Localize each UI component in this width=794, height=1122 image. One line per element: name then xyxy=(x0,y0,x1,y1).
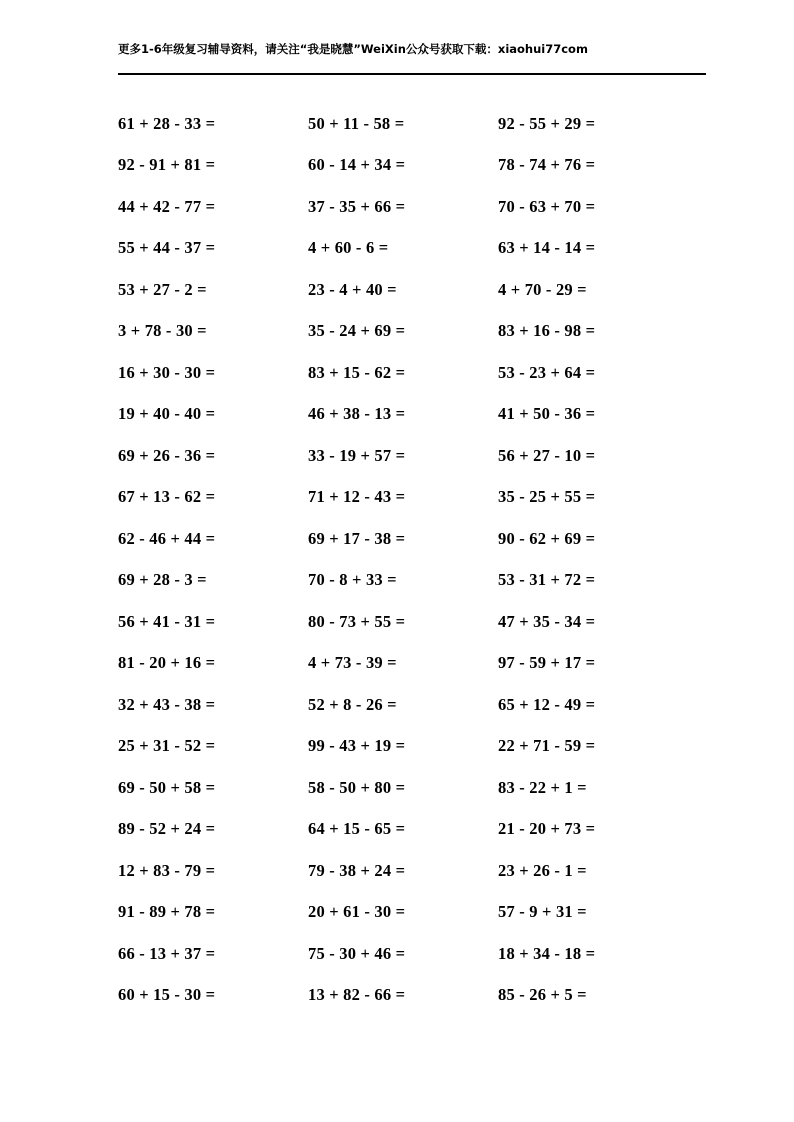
problem-item: 23 + 26 - 1 = xyxy=(498,860,587,880)
problem-item: 52 + 8 - 26 = xyxy=(308,694,397,714)
problem-row xyxy=(118,767,718,809)
problem-item: 19 + 40 - 40 = xyxy=(118,404,216,424)
problem-item: 50 + 11 - 58 = xyxy=(308,113,405,133)
problem-item: 47 + 35 - 34 = xyxy=(498,611,596,631)
problem-item: 46 + 38 - 13 = xyxy=(308,404,406,424)
problem-item: 33 - 19 + 57 = xyxy=(308,445,406,465)
problem-item: 70 - 8 + 33 = xyxy=(308,570,397,590)
problem-item: 65 + 12 - 49 = xyxy=(498,694,596,714)
problem-row xyxy=(118,435,718,477)
problem-item: 99 - 43 + 19 = xyxy=(308,736,406,756)
problem-item: 35 - 24 + 69 = xyxy=(308,321,406,341)
problem-item: 97 - 59 + 17 = xyxy=(498,653,596,673)
problem-item: 79 - 38 + 24 = xyxy=(308,860,406,880)
problem-row xyxy=(118,269,718,311)
problem-grid xyxy=(118,103,718,1016)
problem-item: 53 + 27 - 2 = xyxy=(118,279,207,299)
problem-item: 69 - 50 + 58 = xyxy=(118,777,216,797)
problem-item: 23 - 4 + 40 = xyxy=(308,279,397,299)
problem-item: 3 + 78 - 30 = xyxy=(118,321,207,341)
problem-row xyxy=(118,352,718,394)
problem-item: 61 + 28 - 33 = xyxy=(118,113,216,133)
problem-item: 83 + 15 - 62 = xyxy=(308,362,406,382)
problem-row xyxy=(118,809,718,851)
header-banner xyxy=(118,40,706,58)
problem-item: 4 + 73 - 39 = xyxy=(308,653,397,673)
problem-item: 60 - 14 + 34 = xyxy=(308,155,406,175)
problem-item: 69 + 28 - 3 = xyxy=(118,570,207,590)
problem-item: 85 - 26 + 5 = xyxy=(498,985,587,1005)
problem-row xyxy=(118,477,718,519)
problem-row xyxy=(118,145,718,187)
problem-item: 67 + 13 - 62 = xyxy=(118,487,216,507)
problem-row xyxy=(118,933,718,975)
problem-item: 75 - 30 + 46 = xyxy=(308,943,406,963)
problem-item: 60 + 15 - 30 = xyxy=(118,985,216,1005)
problem-item: 44 + 42 - 77 = xyxy=(118,196,216,216)
promo-text: 更多1-6年级复习辅导资料，请关注“我是晓慧”WeiXin公众号获取下载：xiaohui77com xyxy=(118,42,588,56)
problem-item: 89 - 52 + 24 = xyxy=(118,819,216,839)
problem-item: 57 - 9 + 31 = xyxy=(498,902,587,922)
problem-row xyxy=(118,394,718,436)
problem-item: 92 - 55 + 29 = xyxy=(498,113,596,133)
problem-item: 81 - 20 + 16 = xyxy=(118,653,216,673)
problem-row xyxy=(118,228,718,270)
problem-item: 70 - 63 + 70 = xyxy=(498,196,596,216)
problem-row xyxy=(118,643,718,685)
problem-item: 56 + 41 - 31 = xyxy=(118,611,216,631)
problem-item: 20 + 61 - 30 = xyxy=(308,902,406,922)
problem-row xyxy=(118,560,718,602)
problem-item: 58 - 50 + 80 = xyxy=(308,777,406,797)
problem-item: 83 - 22 + 1 = xyxy=(498,777,587,797)
problem-row xyxy=(118,684,718,726)
problem-item: 71 + 12 - 43 = xyxy=(308,487,406,507)
problem-row xyxy=(118,518,718,560)
problem-row xyxy=(118,850,718,892)
problem-item: 13 + 82 - 66 = xyxy=(308,985,406,1005)
problem-item: 22 + 71 - 59 = xyxy=(498,736,596,756)
problem-item: 91 - 89 + 78 = xyxy=(118,902,216,922)
problem-item: 32 + 43 - 38 = xyxy=(118,694,216,714)
problem-item: 53 - 31 + 72 = xyxy=(498,570,596,590)
problem-row xyxy=(118,975,718,1017)
problem-item: 55 + 44 - 37 = xyxy=(118,238,216,258)
problem-item: 4 + 70 - 29 = xyxy=(498,279,587,299)
problem-item: 69 + 17 - 38 = xyxy=(308,528,406,548)
problem-row xyxy=(118,103,718,145)
problem-item: 62 - 46 + 44 = xyxy=(118,528,216,548)
problem-item: 63 + 14 - 14 = xyxy=(498,238,596,258)
problem-item: 37 - 35 + 66 = xyxy=(308,196,406,216)
problem-row xyxy=(118,726,718,768)
problem-item: 90 - 62 + 69 = xyxy=(498,528,596,548)
problem-item: 83 + 16 - 98 = xyxy=(498,321,596,341)
problem-row xyxy=(118,892,718,934)
problem-item: 4 + 60 - 6 = xyxy=(308,238,389,258)
problem-row xyxy=(118,186,718,228)
problem-item: 56 + 27 - 10 = xyxy=(498,445,596,465)
problem-item: 18 + 34 - 18 = xyxy=(498,943,596,963)
problem-item: 53 - 23 + 64 = xyxy=(498,362,596,382)
problem-item: 80 - 73 + 55 = xyxy=(308,611,406,631)
problem-item: 12 + 83 - 79 = xyxy=(118,860,216,880)
problem-item: 41 + 50 - 36 = xyxy=(498,404,596,424)
problem-item: 92 - 91 + 81 = xyxy=(118,155,216,175)
header-divider xyxy=(118,73,706,75)
problem-item: 16 + 30 - 30 = xyxy=(118,362,216,382)
problem-item: 78 - 74 + 76 = xyxy=(498,155,596,175)
problem-item: 64 + 15 - 65 = xyxy=(308,819,406,839)
problem-item: 66 - 13 + 37 = xyxy=(118,943,216,963)
problem-row xyxy=(118,601,718,643)
problem-row xyxy=(118,311,718,353)
problem-item: 21 - 20 + 73 = xyxy=(498,819,596,839)
problem-item: 69 + 26 - 36 = xyxy=(118,445,216,465)
problem-item: 25 + 31 - 52 = xyxy=(118,736,216,756)
problem-item: 35 - 25 + 55 = xyxy=(498,487,596,507)
